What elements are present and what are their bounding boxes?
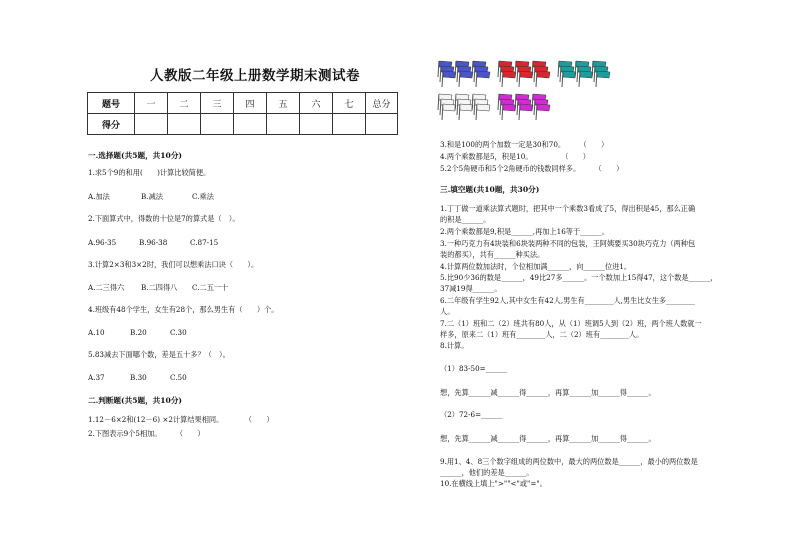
option: B.二四得八 (141, 283, 178, 292)
question-text: 人。 (440, 307, 455, 316)
score-cell[interactable] (333, 114, 366, 135)
score-cell[interactable] (300, 114, 333, 135)
header-cell: 七 (333, 93, 366, 114)
option: A.加法 (88, 192, 110, 201)
question-text: 样多，原来二（1）班有________人，二（2）班有________人。 (440, 330, 644, 339)
option: A.37 (88, 373, 105, 382)
header-cell: 四 (234, 93, 267, 114)
page-title: 人教版二年级上册数学期末测试卷 (150, 68, 360, 84)
flag-icon (475, 103, 493, 121)
question-text: 2.下图表示9个5相加。 （ ） (88, 429, 205, 438)
option: C.30 (170, 328, 187, 337)
section-heading-judge: 二.判断题(共5题，共10分) (88, 396, 183, 405)
question-text: 7.二（1）班和二（2）班共有80人，从（1）班调5人到（2）班，两个班人数就一 (440, 319, 702, 328)
option: C.87-15 (190, 238, 219, 247)
option: B.20 (130, 328, 147, 337)
option: A.96-35 (88, 238, 117, 247)
row-label: 得分 (88, 114, 135, 135)
question-text: 3.计算2×3和3×2时，我们可以想乘法口诀（ ）。 (88, 260, 259, 269)
question-text: 想，先算______减______得______，再算______加______得______。 (440, 388, 656, 397)
question-text: 5.比90少36的数是______，49比27多______。一个数加上15得47，这个数是______， (440, 273, 718, 282)
option: A.10 (88, 328, 105, 337)
question-text: 37减19得______。 (440, 284, 502, 293)
question-text: 2.下面算式中，得数的十位是7的算式是（ ）。 (88, 214, 240, 223)
header-cell: 总分 (366, 93, 398, 114)
option: C.50 (170, 373, 187, 382)
option: B.减法 (141, 192, 163, 201)
score-cell[interactable] (366, 114, 398, 135)
flag-icon (595, 70, 613, 88)
question-text: 装的都买），共有______种买法。 (440, 250, 545, 259)
score-table (87, 92, 398, 135)
question-text: 5.2个5角硬币和5个2角硬币的钱数同样多。 （ ） (440, 164, 624, 173)
header-cell: 一 (135, 93, 168, 114)
header-cell: 题号 (88, 93, 135, 114)
question-text: 4.两个乘数都是5，积是10。 （ ） (440, 152, 590, 161)
score-cell[interactable] (234, 114, 267, 135)
question-text: （2）72-6=______ (440, 410, 503, 419)
header-cell: 六 (300, 93, 333, 114)
question-text: 3.一种巧克力有4块装和6块装两种不同的包装，王阿姨要买30块巧克力（两种包 (440, 239, 696, 248)
flag-icon (475, 70, 493, 88)
header-cell: 五 (267, 93, 300, 114)
question-text: 10.在横线上填上">""<"或"="。 (440, 479, 547, 488)
option: A.二三得六 (88, 283, 125, 292)
question-text: 1.12－6×2和(12－6) ×2计算结果相同。 （ ） (88, 415, 274, 424)
option: B.30 (130, 373, 147, 382)
question-text: 6.二年级有学生92人,其中女生有42人,男生有________人,男生比女生多________ (440, 296, 695, 305)
score-cell[interactable] (168, 114, 201, 135)
option: B.96-38 (139, 238, 168, 247)
question-text: 5.83减去下面哪个数，差是五十多？（ ）。 (88, 350, 230, 359)
option: C.二五一十 (192, 283, 229, 292)
question-text: 4.计算两位数加法时，个位相加满______，向______位进1。 (440, 262, 632, 271)
score-cell[interactable] (135, 114, 168, 135)
score-cell[interactable] (267, 114, 300, 135)
score-cell[interactable] (201, 114, 234, 135)
question-text: 3.和是100的两个加数一定是30和70。 （ ） (440, 140, 609, 149)
score-header-row (88, 93, 398, 114)
question-text: ______，他们的差是______。 (440, 468, 534, 477)
header-cell: 三 (201, 93, 234, 114)
option: C.乘法 (192, 192, 214, 201)
question-text: 的积是______。 (440, 215, 491, 224)
question-text: （1）83-50=______ (440, 364, 508, 373)
section-heading-fill: 三.填空题(共10题，共30分) (440, 185, 540, 194)
score-row (88, 114, 398, 135)
header-cell: 二 (168, 93, 201, 114)
question-text: 8.计算。 (440, 341, 469, 350)
question-text: 想，先算______减______得______，再算______加______得______。 (440, 434, 656, 443)
question-text: 9.用1、4、8三个数字组成的两位数中，最大的两位数是______，最小的两位数是 (440, 457, 698, 466)
flag-icon (535, 70, 553, 88)
question-text: 1.丁丁做一道乘法算式题时，把其中一个乘数3看成了5，得出积是45，那么正确 (440, 204, 696, 213)
question-text: 4.班级有48个学生，女生有28个，那么男生有（ ）个。 (88, 305, 279, 314)
flag-icon (535, 103, 553, 121)
question-text: 1.求5个9的和用( )计算比较简便。 (88, 168, 211, 177)
question-text: 2.两个乘数都是9,积是______,再加上16等于______。 (440, 227, 609, 236)
section-heading-choice: 一.选择题(共5题，共10分) (88, 151, 183, 160)
